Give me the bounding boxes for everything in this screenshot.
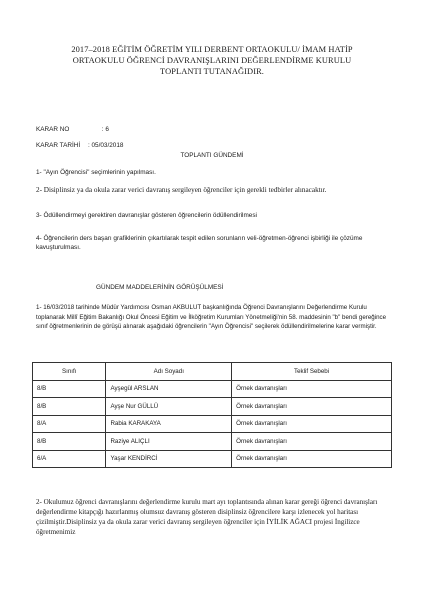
karar-no-value: : 6	[101, 126, 109, 133]
header-teklif-sebebi: Teklif Sebebi	[232, 363, 392, 381]
header-adi-soyadi: Adı Soyadı	[106, 363, 232, 381]
karar-no-label: KARAR NO	[36, 126, 70, 133]
gorusme-heading: GÜNDEM MADDELERİNİN GÖRÜŞÜLMESİ	[96, 284, 224, 291]
cell-teklif-sebebi: Örnek davranışları	[232, 450, 392, 468]
cell-teklif-sebebi: Örnek davranışları	[232, 433, 392, 451]
cell-adi-soyadi: Raziye ALIÇLI	[106, 433, 232, 451]
karar-no-row	[36, 126, 109, 133]
cell-adi-soyadi: Rabia KARAKAYA	[106, 415, 232, 433]
gundem-item-2: 2- Disiplinsiz ya da okula zarar verici davranış sergileyen öğrenciler için gerekli tedbirler alınacaktır.	[36, 186, 327, 194]
document-title	[40, 44, 384, 77]
karar-tarihi-value: : 05/03/2018	[87, 142, 124, 149]
cell-sinifi: 8/A	[33, 415, 106, 433]
title-line-2: ORTAOKULU ÖĞRENCİ DAVRANIŞLARINI DEĞERLENDİRME KURULU	[72, 56, 352, 65]
cell-sinifi: 8/B	[33, 398, 106, 416]
cell-adi-soyadi: Ayşe Nur GÜLLÜ	[106, 398, 232, 416]
cell-adi-soyadi: Yaşar KENDİRCİ	[106, 450, 232, 468]
karar-tarihi-label: KARAR TARİHİ	[36, 142, 81, 149]
title-line-1: 2017–2018 EĞİTİM ÖĞRETİM YILI DERBENT ORTAOKULU/ İMAM HATİP	[71, 45, 353, 54]
gundem-item-4: 4- Öğrencilerin ders başarı grafiklerinin çıkartılarak tespit edilen sorunların veli-öğretmen-öğrenci işbirliği ile çözüme kavuşturulması.	[36, 235, 363, 251]
header-sinifi: Sınıfı	[33, 363, 106, 381]
gundem-item-1: 1- "Ayın Öğrencisi" seçimlerinin yapılması.	[36, 169, 156, 176]
cell-teklif-sebebi: Örnek davranışları	[232, 380, 392, 398]
cell-sinifi: 8/B	[33, 433, 106, 451]
table-row	[33, 380, 392, 398]
cell-teklif-sebebi: Örnek davranışları	[232, 398, 392, 416]
cell-sinifi: 8/B	[33, 380, 106, 398]
karar-tarihi-row	[36, 142, 123, 149]
gundem-heading: TOPLANTI GÜNDEMİ	[180, 152, 244, 159]
table-row	[33, 398, 392, 416]
gundem-item-3: 3- Ödüllendirmeyi gerektiren davranışlar gösteren öğrencilerin ödüllendirilmesi	[36, 212, 257, 219]
cell-teklif-sebebi: Örnek davranışları	[232, 415, 392, 433]
title-line-3: TOPLANTI TUTANAĞIDIR.	[160, 67, 264, 76]
student-table	[32, 362, 392, 468]
table-row	[33, 415, 392, 433]
table-row	[33, 433, 392, 451]
gorusme-paragraph-2: 2- Okulumuz öğrenci davranışlarını değerlendirme kurulu mart ayı toplantısında alınan karar gereği öğrenci davranışları değerlendirme kitapçığı hazırlanmış olumsuz davranış gösteren disiplinsiz öğrencilere karşı izlenecek yol haritası çizilmiştir.Disiplinsiz ya da okula zarar verici davranış sergileyen öğrenciler için İYİLİK AĞACI projesi İngilizce öğretmenimiz	[36, 498, 378, 536]
cell-sinifi: 6/A	[33, 450, 106, 468]
cell-adi-soyadi: Ayşegül ARSLAN	[106, 380, 232, 398]
table-row	[33, 450, 392, 468]
gorusme-paragraph-1: 1- 16/03/2018 tarihinde Müdür Yardımcısı Osman AKBULUT başkanlığında Öğrenci Davranışlarını Değerlendirme Kurulu toplanarak Millî Eğitim Bakanlığı Okul Öncesi Eğitim ve İlköğretim Kurumları Yönetmeliği'nin 58. maddesinin "b" bendi gereğince sınıf öğretmenlerinin de görüşü alınarak aşağıdaki öğrencilerin "Ayın Öğrencisi" seçilerek ödüllendirilmelerine karar vermiştir.	[36, 304, 387, 331]
table-header-row	[33, 363, 392, 381]
